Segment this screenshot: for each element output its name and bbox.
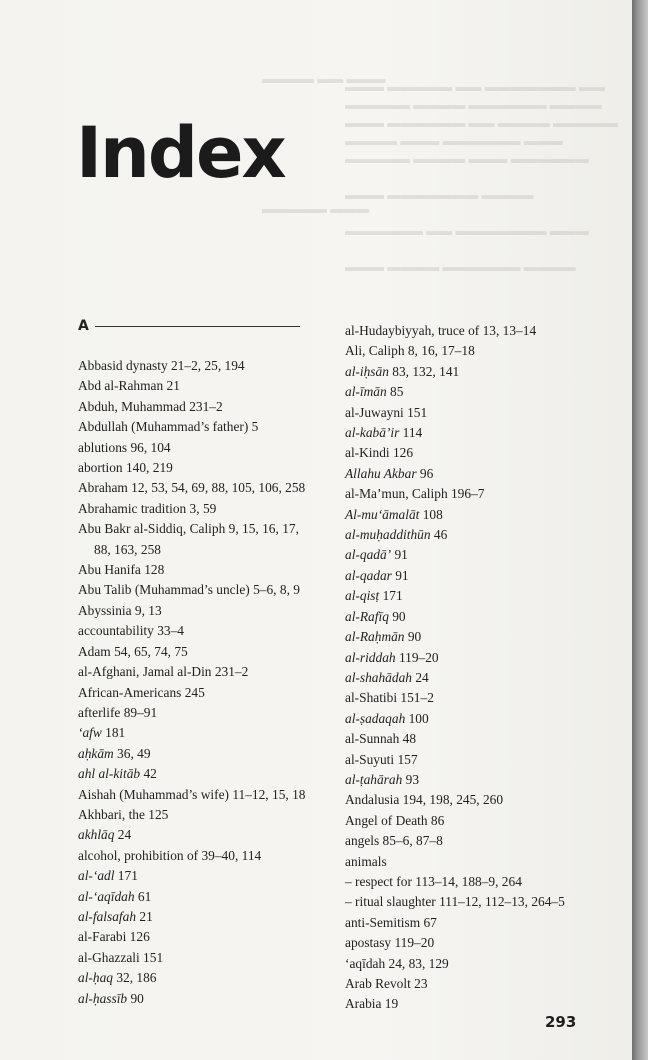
index-entry: Abrahamic tradition 3, 59	[78, 500, 217, 516]
index-entry: Arab Revolt 23	[345, 976, 428, 991]
index-entry: al-kabā’ir 114	[345, 425, 423, 441]
index-entry: alcohol, prohibition of 39–40, 114	[78, 847, 262, 863]
index-entry: aḥkām 36, 49	[78, 745, 151, 761]
index-entry: al-qisṭ 171	[345, 588, 403, 604]
section-letter: A	[78, 318, 89, 334]
index-entry: al-Farabi 126	[78, 929, 150, 945]
index-entry: animals	[345, 853, 387, 869]
index-entry: Allahu Akbar 96	[345, 465, 434, 481]
index-entry: Abu Talib (Muhammad’s uncle) 5–6, 8, 9	[78, 582, 300, 598]
index-entry: akhlāq 24	[78, 827, 132, 843]
index-entry: afterlife 89–91	[78, 704, 158, 720]
index-entry: angels 85–6, 87–8	[345, 833, 443, 849]
index-entry: al-muḥaddithūn 46	[345, 527, 448, 543]
index-entry: – respect for 113–14, 188–9, 264	[345, 873, 522, 889]
index-entry: Abu Hanifa 128	[78, 562, 165, 578]
index-entry: Aishah (Muhammad’s wife) 11–12, 15, 18	[78, 786, 306, 802]
index-entry: ‘aqīdah 24, 83, 129	[345, 955, 449, 971]
index-entry: ablutions 96, 104	[78, 439, 171, 455]
index-entry: al-‘aqīdah 61	[78, 888, 152, 904]
show-through-text: ▬▬▬▬ ▬▬▬ ▬▬▬▬▬▬ ▬▬▬	[345, 133, 563, 148]
index-entry: al-Juwayni 151	[345, 404, 428, 420]
index-entry: anti-Semitism 67	[345, 914, 437, 930]
show-through-text: ▬▬▬ ▬▬▬▬▬▬ ▬▬ ▬▬▬▬ ▬▬▬▬▬	[345, 115, 618, 130]
index-entry: Abduh, Muhammad 231–2	[78, 398, 223, 414]
index-entry: al-Kindi 126	[345, 445, 414, 461]
index-entry: al-īmān 85	[345, 384, 404, 400]
index-entry: Angel of Death 86	[345, 812, 445, 828]
index-entry: al-Ghazzali 151	[78, 949, 164, 965]
index-entry: accountability 33–4	[78, 623, 184, 639]
index-entry: al-riddah 119–20	[345, 649, 439, 665]
index-entry: al-qadā’ 91	[345, 547, 408, 563]
index-entry: Abyssinia 9, 13	[78, 602, 162, 618]
index-entry: al-Rafīq 90	[345, 608, 406, 624]
index-entry: African-Americans 245	[78, 684, 205, 700]
index-entry: ahl al-kitāb 42	[78, 766, 157, 782]
index-entry: Adam 54, 65, 74, 75	[78, 643, 188, 659]
show-through-text: ▬▬▬▬▬ ▬▬▬	[262, 201, 370, 216]
show-through-text: ▬▬▬▬▬▬ ▬▬ ▬▬▬▬▬▬▬ ▬▬▬	[345, 223, 589, 238]
index-entry: al-shahādah 24	[345, 669, 429, 685]
index-column-left	[78, 356, 314, 1009]
index-entry: Ali, Caliph 8, 16, 17–18	[345, 343, 475, 359]
section-rule	[95, 326, 300, 327]
show-through-text: ▬▬▬▬ ▬▬ ▬▬▬	[262, 71, 386, 86]
index-column-right	[345, 321, 595, 1015]
page-title: Index	[76, 112, 285, 194]
show-through-text: ▬▬▬▬▬ ▬▬▬▬ ▬▬▬▬▬▬ ▬▬▬▬	[345, 97, 602, 112]
index-entry: al-Sunnah 48	[345, 731, 417, 747]
index-entry: al-iḥsān 83, 132, 141	[345, 363, 460, 379]
index-entry: al-ṣadaqah 100	[345, 710, 429, 726]
index-entry: al-Ma’mun, Caliph 196–7	[345, 486, 485, 502]
index-entry: apostasy 119–20	[345, 935, 435, 951]
index-entry: al-ḥassīb 90	[78, 990, 144, 1006]
index-entry: Al-mu‘āmalāt 108	[345, 506, 443, 522]
show-through-text: ▬▬▬▬▬ ▬▬▬▬ ▬▬▬ ▬▬▬▬▬▬	[345, 151, 589, 166]
index-entry: al-Hudaybiyyah, truce of 13, 13–14	[345, 323, 537, 338]
page-edge-shadow	[632, 0, 648, 1060]
index-entry: al-ḥaq 32, 186	[78, 970, 157, 986]
index-entry: al-Shatibi 151–2	[345, 690, 434, 706]
show-through-text: ▬▬▬ ▬▬▬▬ ▬▬▬▬▬▬ ▬▬▬▬	[345, 259, 576, 274]
index-entry: Abu Bakr al-Siddiq, Caliph 9, 15, 16, 17, 88, 163, 258	[78, 521, 299, 557]
index-entry: Abdullah (Muhammad’s father) 5	[78, 419, 259, 435]
index-entry: al-Suyuti 157	[345, 751, 418, 767]
show-through-text: ▬▬▬ ▬▬▬▬▬ ▬▬ ▬▬▬▬▬▬▬ ▬▬	[345, 79, 605, 94]
page-number: 293	[545, 1013, 577, 1031]
index-entry: Abraham 12, 53, 54, 69, 88, 105, 106, 258	[78, 480, 306, 496]
index-entry: Akhbari, the 125	[78, 806, 169, 822]
index-entry: al-falsafah 21	[78, 908, 153, 924]
index-entry: al-Raḥmān 90	[345, 629, 422, 645]
index-entry: abortion 140, 219	[78, 460, 173, 476]
index-entry: Andalusia 194, 198, 245, 260	[345, 792, 504, 808]
index-entry: al-‘adl 171	[78, 868, 138, 884]
index-entry: Abbasid dynasty 21–2, 25, 194	[78, 358, 245, 373]
index-entry: ‘afw 181	[78, 725, 126, 741]
index-entry: al-Afghani, Jamal al-Din 231–2	[78, 664, 249, 680]
index-entry: – ritual slaughter 111–12, 112–13, 264–5	[345, 894, 565, 910]
index-entry: Abd al-Rahman 21	[78, 378, 180, 394]
index-entry: al-ṭahārah 93	[345, 771, 420, 787]
index-entry: Arabia 19	[345, 996, 399, 1012]
section-heading-a	[78, 318, 300, 334]
index-entry: al-qadar 91	[345, 567, 409, 583]
show-through-text: ▬▬▬ ▬▬▬▬▬▬▬ ▬▬▬▬	[345, 187, 534, 202]
